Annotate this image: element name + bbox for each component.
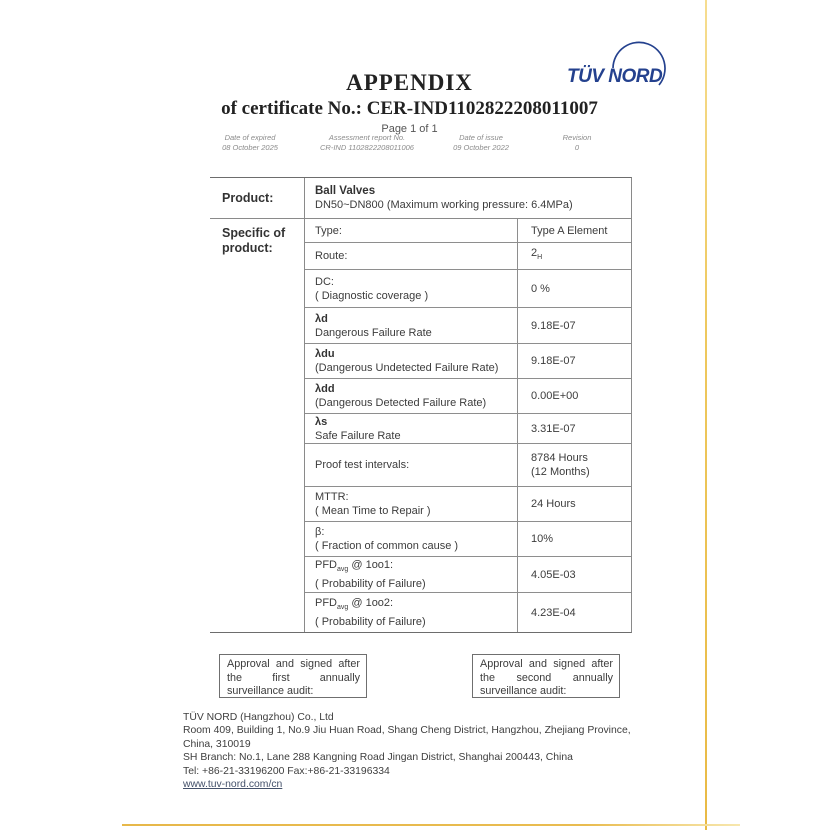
table-row-beta — [305, 522, 631, 557]
meta-revision — [563, 133, 592, 152]
meta-report-no — [320, 133, 414, 152]
param-name: MTTR: — [315, 491, 349, 503]
param-value-line2: (12 Months) — [531, 466, 590, 478]
param-name: DC: — [315, 275, 334, 288]
product-row — [210, 178, 631, 219]
param-name: $PFD_{avg}$ @ 1oo1: — [315, 558, 394, 574]
page-edge-right — [705, 0, 707, 830]
param-value: 9.18E-07 — [531, 319, 576, 332]
specific-rows — [305, 219, 631, 632]
table-row-lambda-du — [305, 344, 631, 379]
table-row-type — [305, 219, 631, 243]
meta-value: 0 — [574, 142, 580, 152]
header — [122, 70, 697, 135]
param-subtitle: ( Mean Time to Repair ) — [315, 505, 431, 517]
param-subtitle: Dangerous Failure Rate — [315, 326, 432, 339]
param-subtitle: (Dangerous Detected Failure Rate) — [315, 397, 487, 409]
param-value: 4.05E-03 — [531, 568, 576, 581]
param-name: λd — [315, 312, 328, 325]
param-value: Type A Element — [531, 224, 608, 237]
meta-strip — [0, 133, 830, 155]
param-name: Route: — [315, 250, 348, 262]
product-label: Product: — [210, 178, 305, 218]
param-subtitle: ( Diagnostic coverage ) — [315, 289, 429, 302]
specific-label: Specific of product: — [210, 219, 305, 632]
param-name: Proof test intervals: — [315, 459, 410, 471]
certificate-number-line: of certificate No.: CER-IND1102822208011007 — [221, 98, 598, 119]
signature-box-first-audit: Approval and signed after the first annually surveillance audit: — [219, 654, 367, 698]
param-name: $PFD_{avg}$ @ 1oo2: — [315, 596, 394, 612]
param-value: 0 % — [531, 282, 550, 295]
product-spec-table — [210, 177, 632, 633]
meta-label: Date of issue — [459, 133, 503, 142]
meta-label: Assessment report No. — [328, 133, 406, 142]
param-subtitle: ( Probability of Failure) — [315, 616, 426, 629]
signature-box-second-audit: Approval and signed after the second annually surveillance audit: — [472, 654, 620, 698]
param-name: λdu — [315, 348, 335, 360]
meta-label: Date of expired — [224, 133, 276, 142]
meta-label: Revision — [562, 133, 592, 142]
param-name: β: — [315, 526, 325, 538]
meta-value: 09 October 2022 — [453, 142, 509, 152]
meta-date-expired — [222, 133, 278, 152]
meta-value: CR-IND 1102822208011006 — [320, 142, 414, 152]
param-subtitle: ( Fraction of common cause ) — [315, 540, 459, 552]
param-value: $2_H$ — [531, 247, 543, 262]
param-value: 4.23E-04 — [531, 606, 576, 619]
logo-text: TÜV NORD — [567, 66, 663, 87]
footer — [183, 711, 653, 791]
param-value: 3.31E-07 — [531, 422, 576, 435]
page-title: APPENDIX — [346, 70, 473, 95]
param-value: 24 Hours — [531, 498, 576, 510]
footer-company: TÜV NORD (Hangzhou) Co., Ltd — [183, 712, 334, 723]
table-row-lambda-d — [305, 308, 631, 344]
product-cell — [305, 178, 631, 218]
table-row-pfd-1oo1 — [305, 557, 631, 593]
page-edge-bottom — [122, 824, 740, 826]
table-row-proof-test — [305, 444, 631, 487]
param-value: 10% — [531, 533, 554, 545]
param-value: 0.00E+00 — [531, 390, 579, 402]
param-value: 8784 Hours — [531, 452, 588, 464]
footer-phone-fax: Tel: +86-21-33196200 Fax:+86-21-33196334 — [183, 765, 390, 777]
param-name: λdd — [315, 383, 335, 395]
meta-value: 08 October 2025 — [222, 142, 278, 152]
page-number: Page 1 of 1 — [381, 123, 438, 135]
meta-date-issue — [453, 133, 509, 152]
table-row-dc — [305, 270, 631, 308]
product-description: DN50~DN800 (Maximum working pressure: 6.4MPa) — [315, 199, 573, 211]
param-subtitle: Safe Failure Rate — [315, 429, 401, 442]
table-row-pfd-1oo2 — [305, 593, 631, 632]
footer-website-link[interactable]: www.tuv-nord.com/cn — [183, 779, 283, 791]
footer-address-2: SH Branch: No.1, Lane 288 Kangning Road Jingan District, Shanghai 200443, China — [183, 752, 573, 764]
param-name: λs — [315, 415, 328, 428]
table-row-lambda-s — [305, 414, 631, 444]
param-name: Type: — [315, 224, 342, 237]
footer-address-1: Room 409, Building 1, No.9 Jiu Huan Road, Shang Cheng District, Hangzhou, Zhejiang Province, China, 310019 — [183, 725, 631, 750]
param-subtitle: ( Probability of Failure) — [315, 578, 426, 591]
table-row-route — [305, 243, 631, 270]
product-name: Ball Valves — [315, 185, 376, 197]
specific-row — [210, 219, 631, 632]
param-subtitle: (Dangerous Undetected Failure Rate) — [315, 362, 499, 374]
param-value: 9.18E-07 — [531, 355, 576, 367]
table-row-mttr — [305, 487, 631, 522]
table-row-lambda-dd — [305, 379, 631, 414]
